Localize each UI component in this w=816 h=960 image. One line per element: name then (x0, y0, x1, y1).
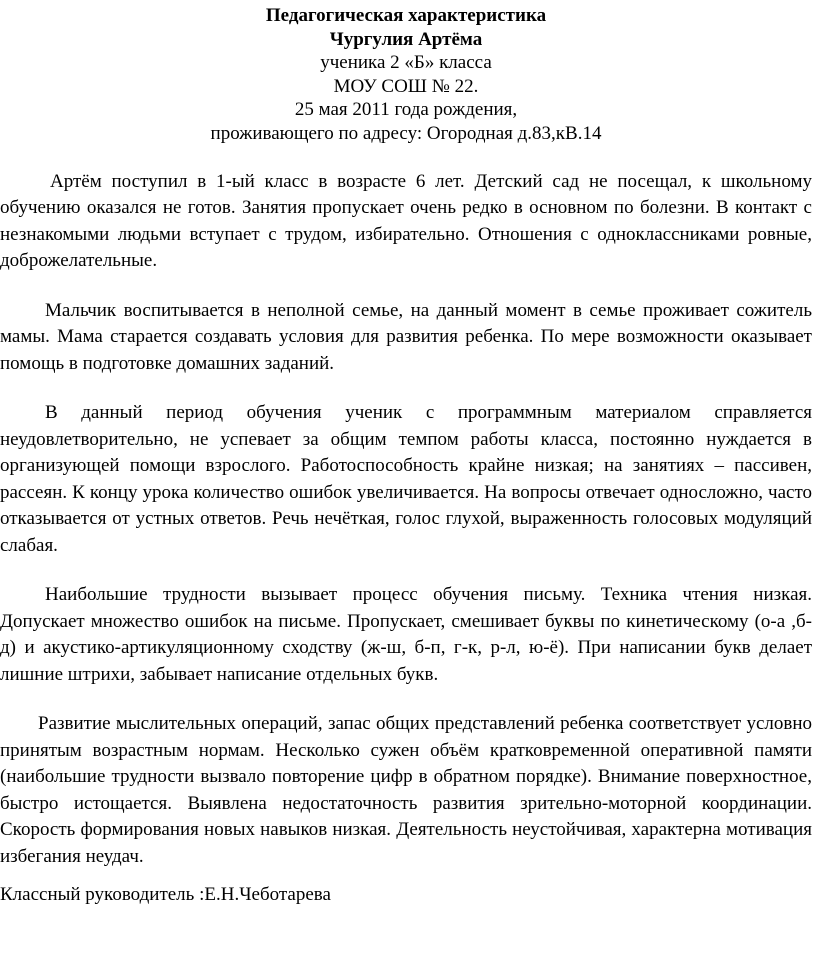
paragraph-development: Развитие мыслительных операций, запас общих представлений ребенка соответствует условно принятым возрастным нормам. Несколько сужен объём кратковременной оперативной памяти (наибольшие трудности вызвало повторение цифр в обратном порядке). Внимание поверхностное, быстро истощается. Выявлена недостаточность развития зрительно-моторной координации. Скорость формирования новых навыков низкая. Деятельность неустойчивая, характерна мотивация избегания неудач. (0, 713, 812, 867)
student-name: Чургулия Артёма (329, 28, 483, 50)
school-line: МОУ СОШ № 22. (333, 75, 479, 97)
document-body (0, 169, 812, 908)
document-header (0, 4, 812, 146)
paragraph-learning: В данный период обучения ученик с программным материалом справляется неудовлетворительно, не успевает за общим темпом работы класса, постоянно нуждается в организующей помощи взрослого. Работоспособность крайне низкая; на занятиях – пассивен, рассеян. К концу урока количество ошибок увеличивается. На вопросы отвечает односложно, часто отказывается от устных ответов. Речь нечёткая, голос глухой, выраженность голосовых модуляций слабая. (0, 402, 812, 556)
paragraph-general: Артём поступил в 1-ый класс в возрасте 6 лет. Детский сад не посещал, к школьному обучению оказался не готов. Занятия пропускает очень редко в основном по болезни. В контакт с незнакомыми людьми вступает с трудом, избирательно. Отношения с одноклассниками ровные, доброжелательные. (0, 170, 812, 272)
class-line: ученика 2 «Б» класса (320, 52, 492, 74)
address-line: проживающего по адресу: Огородная д.83,кВ.14 (210, 122, 602, 144)
signature-line: Классный руководитель :Е.Н.Чеботарева (0, 884, 331, 906)
paragraph-family: Мальчик воспитывается в неполной семье, на данный момент в семье проживает сожитель мамы. Мама старается создавать условия для развития ребенка. По мере возможности оказывает помощь в подготовке домашних заданий. (0, 299, 812, 374)
document-title: Педагогическая характеристика (265, 5, 547, 26)
birth-line: 25 мая 2011 года рождения, (294, 99, 518, 121)
paragraph-difficulties: Наибольшие трудности вызывает процесс обучения письму. Техника чтения низкая. Допускает множество ошибок на письме. Пропускает, смешивает буквы по кинетическому (о-а ,б-д) и акустико-артикуляционному сходству (ж-ш, б-п, г-к, р-л, ю-ё). При написании букв делает лишние штрихи, забывает написание отдельных букв. (0, 584, 812, 685)
